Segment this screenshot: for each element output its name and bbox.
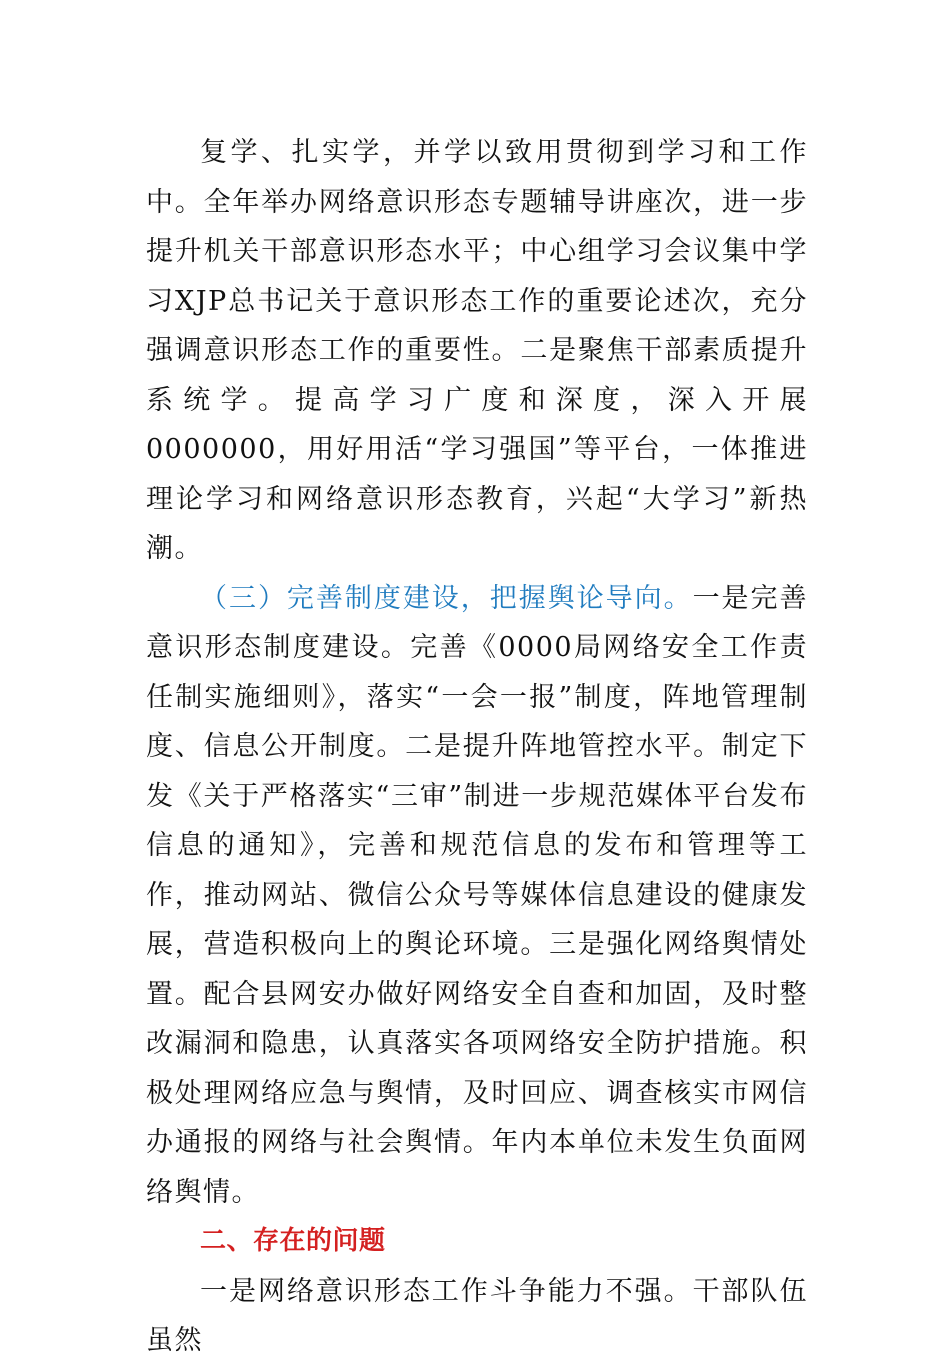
document-body xyxy=(146,128,808,1366)
paragraph-problem-one xyxy=(146,1267,808,1366)
section-heading-problems xyxy=(146,1217,808,1267)
paragraph-learning-continued xyxy=(146,128,808,574)
subsection-heading: （三）完善制度建设，把握舆论导向。 xyxy=(200,582,693,614)
section-heading-text: 二、存在的问题 xyxy=(200,1226,386,1256)
paragraph-text: 一是网络意识形态工作斗争能力不强。干部队伍虽然 xyxy=(146,1275,808,1356)
paragraph-text: 复学、扎实学，并学以致用贯彻到学习和工作中。全年举办网络意识形态专题辅导讲座次，进一步提升机关干部意识形态水平；中心组学习会议集中学习XJP总书记关于意识形态工作的重要论述次，充分强调意识形态工作的重要性。二是聚焦干部素质提升系统学。提高学习广度和深度，深入开展0000000，用好用活“学习强国”等平台，一体推进理论学习和网络意识形态教育，兴起“大学习”新热潮。 xyxy=(146,137,808,564)
paragraph-text: 一是完善意识形态制度建设。完善《0000局网络安全工作责任制实施细则》，落实“一会一报”制度，阵地管理制度、信息公开制度。二是提升阵地管控水平。制定下发《关于严格落实“三审”制进一步规范媒体平台发布信息的通知》，完善和规范信息的发布和管理等工作，推动网站、微信公众号等媒体信息建设的健康发展，营造积极向上的舆论环境。三是强化网络舆情处置。配合县网安办做好网络安全自查和加固，及时整改漏洞和隐患，认真落实各项网络安全防护措施。积极处理网络应急与舆情，及时回应、调查核实市网信办通报的网络与社会舆情。年内本单位未发生负面网络舆情。 xyxy=(146,582,809,1208)
paragraph-system-building xyxy=(146,574,808,1218)
